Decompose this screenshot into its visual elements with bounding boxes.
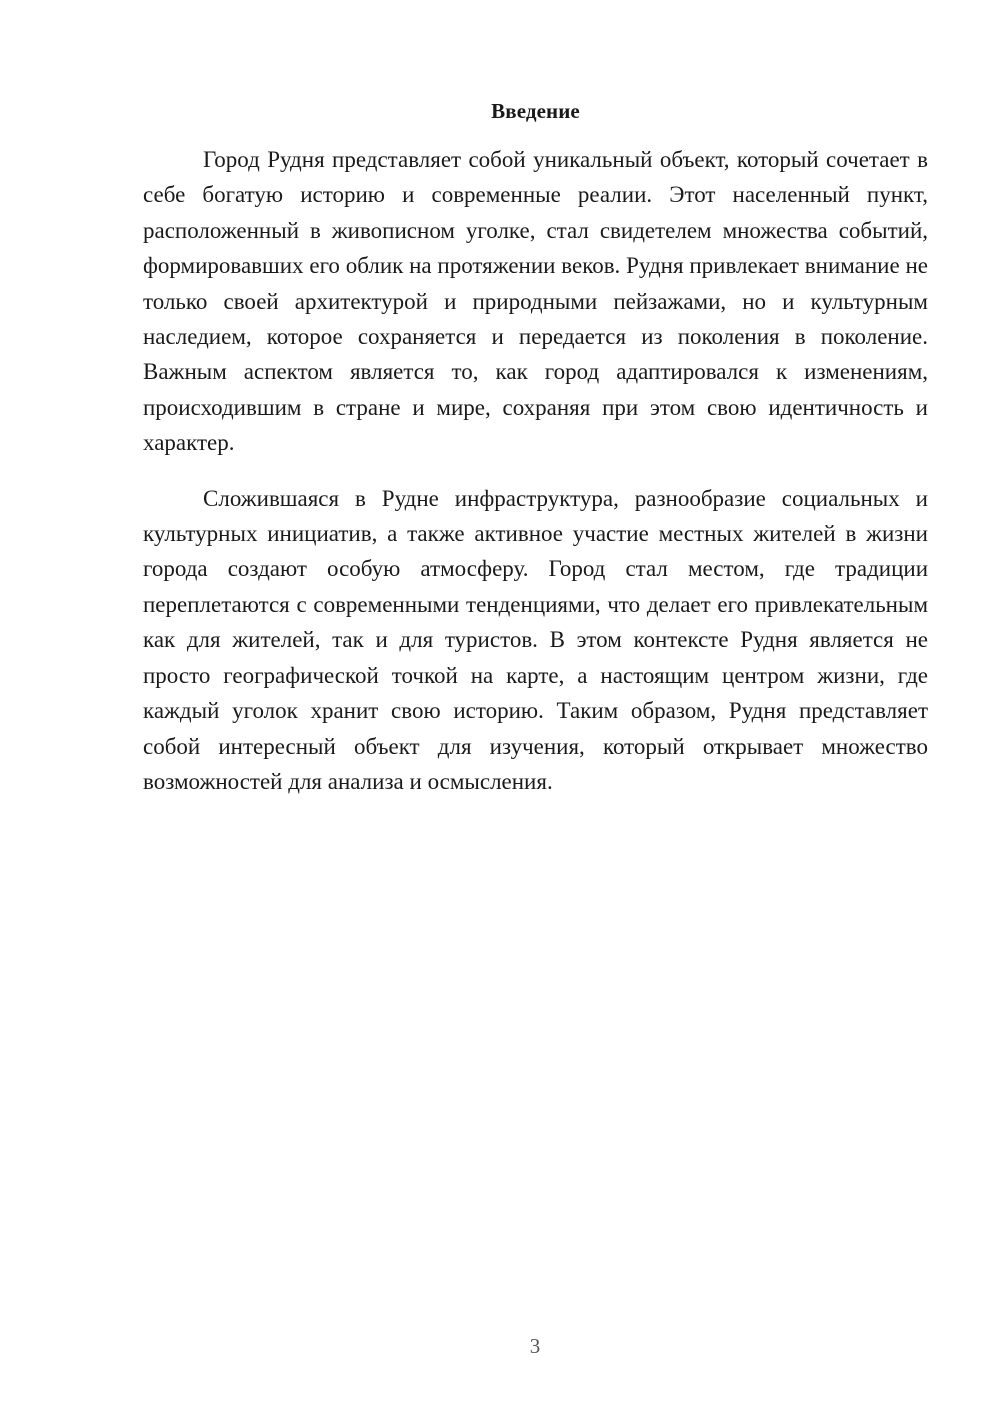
page-content	[143, 94, 928, 819]
paragraph-1: Город Рудня представляет собой уникальный объект, который сочетает в себе богатую историю и современные реалии. Этот населенный пункт, расположенный в живописном уголке, стал свидетелем множества событий, формировавших его облик на протяжении веков. Рудня привлекает внимание не только своей архитектурой и природными пейзажами, но и культурным наследием, которое сохраняется и передается из поколения в поколение. Важным аспектом является то, как город адаптировался к изменениям, происходившим в стране и мире, сохраняя при этом свою идентичность и характер.	[143, 147, 928, 456]
page-number: 3	[529, 1334, 541, 1358]
section-title: Введение	[491, 99, 580, 123]
paragraph-2: Сложившаяся в Рудне инфраструктура, разнообразие социальных и культурных инициатив, а также активное участие местных жителей в жизни города создают особую атмосферу. Город стал местом, где традиции переплетаются с современными тенденциями, что делает его привлекательным как для жителей, так и для туристов. В этом контексте Рудня является не просто географической точкой на карте, а настоящим центром жизни, где каждый уголок хранит свою историю. Таким образом, Рудня представляет собой интересный объект для изучения, который открывает множество возможностей для анализа и осмысления.	[143, 485, 928, 794]
